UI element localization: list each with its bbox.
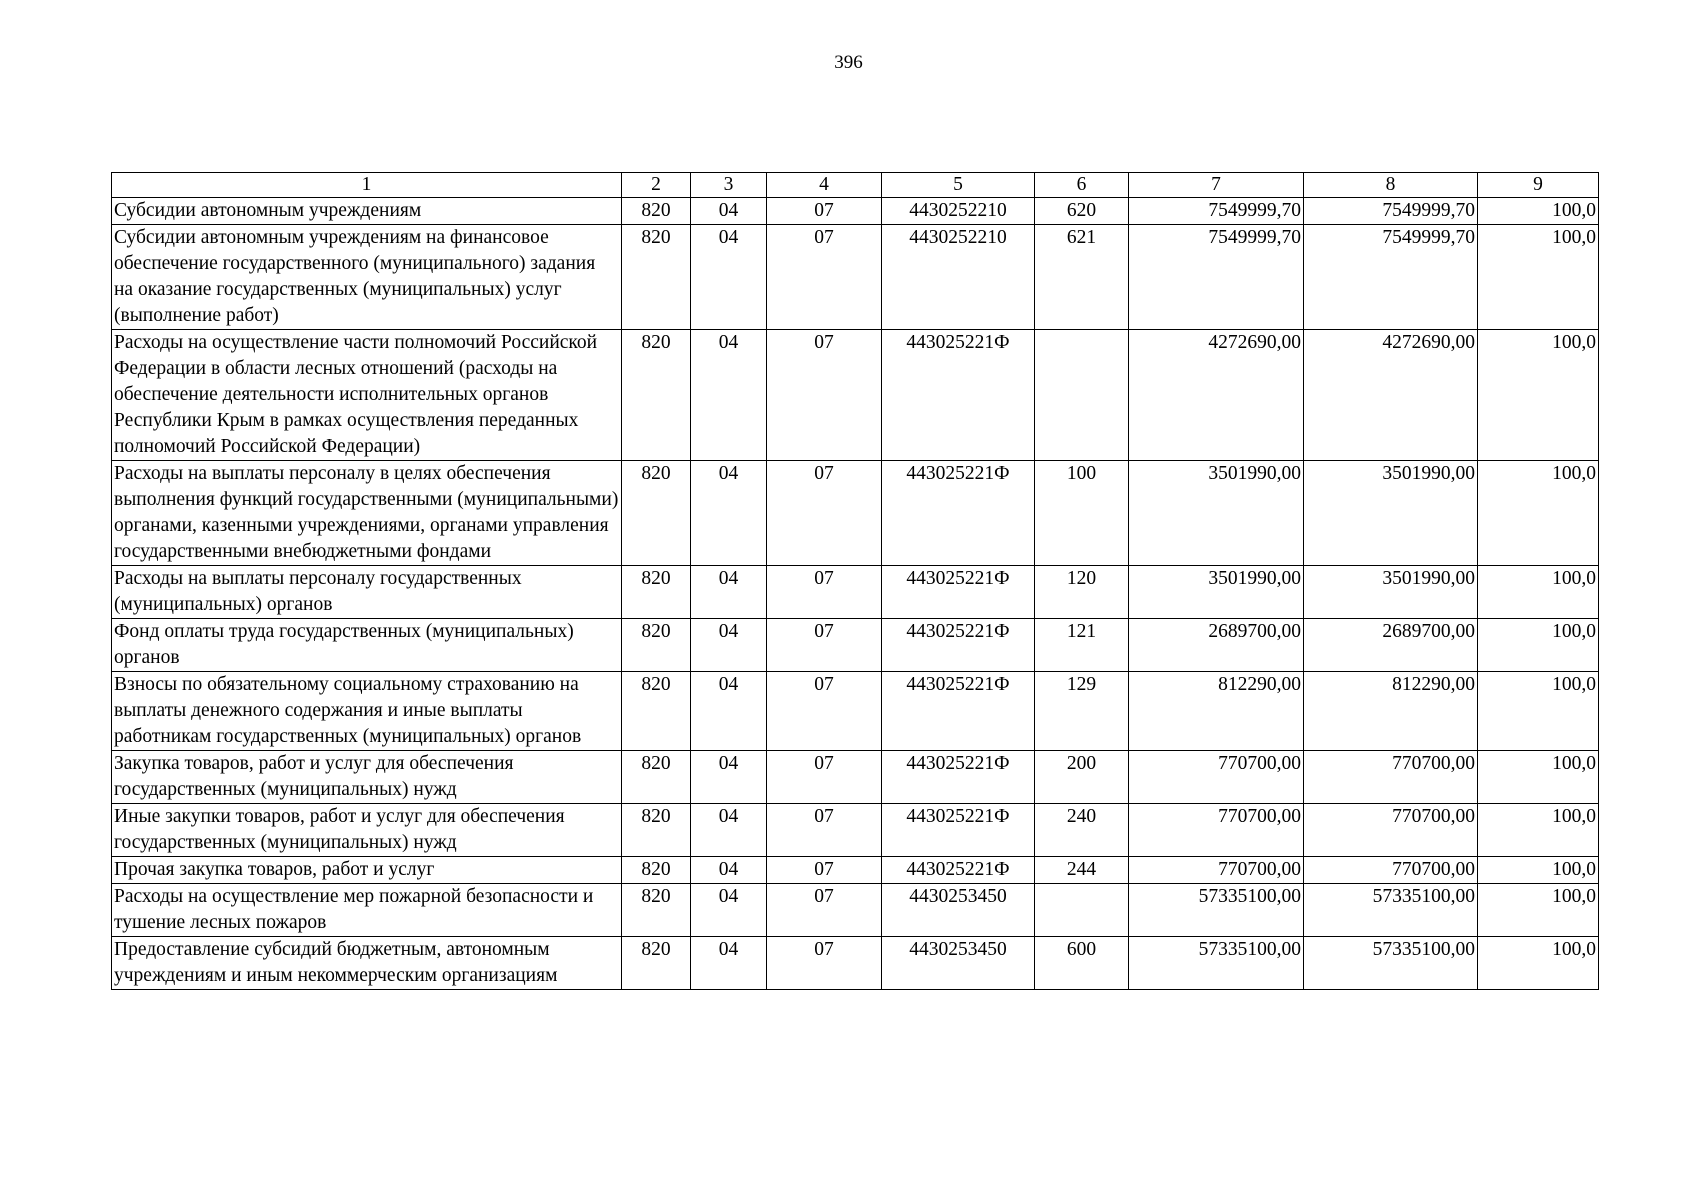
planned-amount: 770700,00: [1129, 857, 1304, 884]
executed-amount: 770700,00: [1304, 751, 1478, 804]
expense-type-code: 244: [1035, 857, 1129, 884]
section-code: 04: [691, 330, 767, 461]
subsection-code: 07: [767, 937, 882, 990]
target-article-code: 443025221Ф: [882, 566, 1035, 619]
planned-amount: 3501990,00: [1129, 461, 1304, 566]
execution-percent: 100,0: [1478, 566, 1599, 619]
section-code: 04: [691, 751, 767, 804]
subsection-code: 07: [767, 804, 882, 857]
target-article-code: 4430252210: [882, 198, 1035, 225]
execution-percent: 100,0: [1478, 751, 1599, 804]
executed-amount: 7549999,70: [1304, 198, 1478, 225]
target-article-code: 443025221Ф: [882, 751, 1035, 804]
table-row: [112, 857, 1599, 884]
expense-name: Субсидии автономным учреждениям: [112, 198, 622, 225]
execution-percent: 100,0: [1478, 198, 1599, 225]
target-article-code: 4430253450: [882, 937, 1035, 990]
execution-percent: 100,0: [1478, 804, 1599, 857]
ministry-code: 820: [622, 330, 691, 461]
expense-type-code: 200: [1035, 751, 1129, 804]
section-code: 04: [691, 566, 767, 619]
ministry-code: 820: [622, 672, 691, 751]
planned-amount: 4272690,00: [1129, 330, 1304, 461]
budget-table: [111, 172, 1599, 990]
subsection-code: 07: [767, 330, 882, 461]
execution-percent: 100,0: [1478, 330, 1599, 461]
execution-percent: 100,0: [1478, 884, 1599, 937]
header-cell: 2: [622, 173, 691, 198]
expense-type-code: 620: [1035, 198, 1129, 225]
section-code: 04: [691, 461, 767, 566]
header-cell: 1: [112, 173, 622, 198]
section-code: 04: [691, 198, 767, 225]
subsection-code: 07: [767, 884, 882, 937]
executed-amount: 812290,00: [1304, 672, 1478, 751]
expense-type-code: [1035, 884, 1129, 937]
expense-name: Предоставление субсидий бюджетным, автономным учреждениям и иным некоммерческим организациям: [112, 937, 622, 990]
table-row: [112, 884, 1599, 937]
target-article-code: 443025221Ф: [882, 461, 1035, 566]
target-article-code: 443025221Ф: [882, 619, 1035, 672]
executed-amount: 3501990,00: [1304, 566, 1478, 619]
subsection-code: 07: [767, 619, 882, 672]
header-cell: 3: [691, 173, 767, 198]
subsection-code: 07: [767, 225, 882, 330]
expense-type-code: [1035, 330, 1129, 461]
ministry-code: 820: [622, 619, 691, 672]
planned-amount: 2689700,00: [1129, 619, 1304, 672]
ministry-code: 820: [622, 857, 691, 884]
subsection-code: 07: [767, 461, 882, 566]
expense-name: Прочая закупка товаров, работ и услуг: [112, 857, 622, 884]
ministry-code: 820: [622, 198, 691, 225]
target-article-code: 443025221Ф: [882, 330, 1035, 461]
planned-amount: 812290,00: [1129, 672, 1304, 751]
expense-type-code: 240: [1035, 804, 1129, 857]
ministry-code: 820: [622, 937, 691, 990]
table-row: [112, 804, 1599, 857]
subsection-code: 07: [767, 751, 882, 804]
table-row: [112, 198, 1599, 225]
header-row: [112, 173, 1599, 198]
executed-amount: 4272690,00: [1304, 330, 1478, 461]
table-row: [112, 225, 1599, 330]
expense-name: Субсидии автономным учреждениям на финансовое обеспечение государственного (муниципального) задания на оказание государственных (муниципальных) услуг (выполнение работ): [112, 225, 622, 330]
ministry-code: 820: [622, 225, 691, 330]
section-code: 04: [691, 804, 767, 857]
target-article-code: 443025221Ф: [882, 672, 1035, 751]
executed-amount: 57335100,00: [1304, 884, 1478, 937]
header-cell: 8: [1304, 173, 1478, 198]
expense-type-code: 121: [1035, 619, 1129, 672]
table-row: [112, 672, 1599, 751]
executed-amount: 3501990,00: [1304, 461, 1478, 566]
ministry-code: 820: [622, 566, 691, 619]
expense-name: Закупка товаров, работ и услуг для обеспечения государственных (муниципальных) нужд: [112, 751, 622, 804]
planned-amount: 3501990,00: [1129, 566, 1304, 619]
section-code: 04: [691, 619, 767, 672]
execution-percent: 100,0: [1478, 619, 1599, 672]
header-cell: 9: [1478, 173, 1599, 198]
expense-type-code: 600: [1035, 937, 1129, 990]
ministry-code: 820: [622, 461, 691, 566]
table-row: [112, 751, 1599, 804]
subsection-code: 07: [767, 857, 882, 884]
expense-type-code: 120: [1035, 566, 1129, 619]
execution-percent: 100,0: [1478, 937, 1599, 990]
header-cell: 7: [1129, 173, 1304, 198]
header-cell: 4: [767, 173, 882, 198]
section-code: 04: [691, 857, 767, 884]
header-cell: 5: [882, 173, 1035, 198]
section-code: 04: [691, 225, 767, 330]
expense-name: Иные закупки товаров, работ и услуг для обеспечения государственных (муниципальных) нужд: [112, 804, 622, 857]
section-code: 04: [691, 937, 767, 990]
expense-name: Расходы на осуществление мер пожарной безопасности и тушение лесных пожаров: [112, 884, 622, 937]
table-row: [112, 937, 1599, 990]
table-row: [112, 461, 1599, 566]
target-article-code: 443025221Ф: [882, 804, 1035, 857]
header-cell: 6: [1035, 173, 1129, 198]
executed-amount: 770700,00: [1304, 857, 1478, 884]
executed-amount: 7549999,70: [1304, 225, 1478, 330]
target-article-code: 4430253450: [882, 884, 1035, 937]
executed-amount: 2689700,00: [1304, 619, 1478, 672]
planned-amount: 57335100,00: [1129, 884, 1304, 937]
subsection-code: 07: [767, 198, 882, 225]
planned-amount: 57335100,00: [1129, 937, 1304, 990]
executed-amount: 770700,00: [1304, 804, 1478, 857]
execution-percent: 100,0: [1478, 461, 1599, 566]
table-row: [112, 566, 1599, 619]
target-article-code: 4430252210: [882, 225, 1035, 330]
expense-type-code: 100: [1035, 461, 1129, 566]
ministry-code: 820: [622, 884, 691, 937]
planned-amount: 7549999,70: [1129, 198, 1304, 225]
execution-percent: 100,0: [1478, 225, 1599, 330]
section-code: 04: [691, 884, 767, 937]
target-article-code: 443025221Ф: [882, 857, 1035, 884]
expense-name: Взносы по обязательному социальному страхованию на выплаты денежного содержания и иные выплаты работникам государственных (муниципальных) органов: [112, 672, 622, 751]
planned-amount: 770700,00: [1129, 804, 1304, 857]
planned-amount: 770700,00: [1129, 751, 1304, 804]
execution-percent: 100,0: [1478, 672, 1599, 751]
expense-name: Расходы на выплаты персоналу государственных (муниципальных) органов: [112, 566, 622, 619]
table-row: [112, 330, 1599, 461]
ministry-code: 820: [622, 751, 691, 804]
page-number: 396: [834, 52, 863, 73]
executed-amount: 57335100,00: [1304, 937, 1478, 990]
section-code: 04: [691, 672, 767, 751]
ministry-code: 820: [622, 804, 691, 857]
execution-percent: 100,0: [1478, 857, 1599, 884]
expense-name: Расходы на осуществление части полномочий Российской Федерации в области лесных отношений (расходы на обеспечение деятельности исполнительных органов Республики Крым в рамках осуществления переданных полномочий Российской Федерации): [112, 330, 622, 461]
expense-type-code: 129: [1035, 672, 1129, 751]
expense-name: Расходы на выплаты персоналу в целях обеспечения выполнения функций государственными (муниципальными) органами, казенными учреждениями, органами управления государственными внебюджетными фондами: [112, 461, 622, 566]
planned-amount: 7549999,70: [1129, 225, 1304, 330]
subsection-code: 07: [767, 672, 882, 751]
expense-type-code: 621: [1035, 225, 1129, 330]
expense-name: Фонд оплаты труда государственных (муниципальных) органов: [112, 619, 622, 672]
subsection-code: 07: [767, 566, 882, 619]
table-row: [112, 619, 1599, 672]
